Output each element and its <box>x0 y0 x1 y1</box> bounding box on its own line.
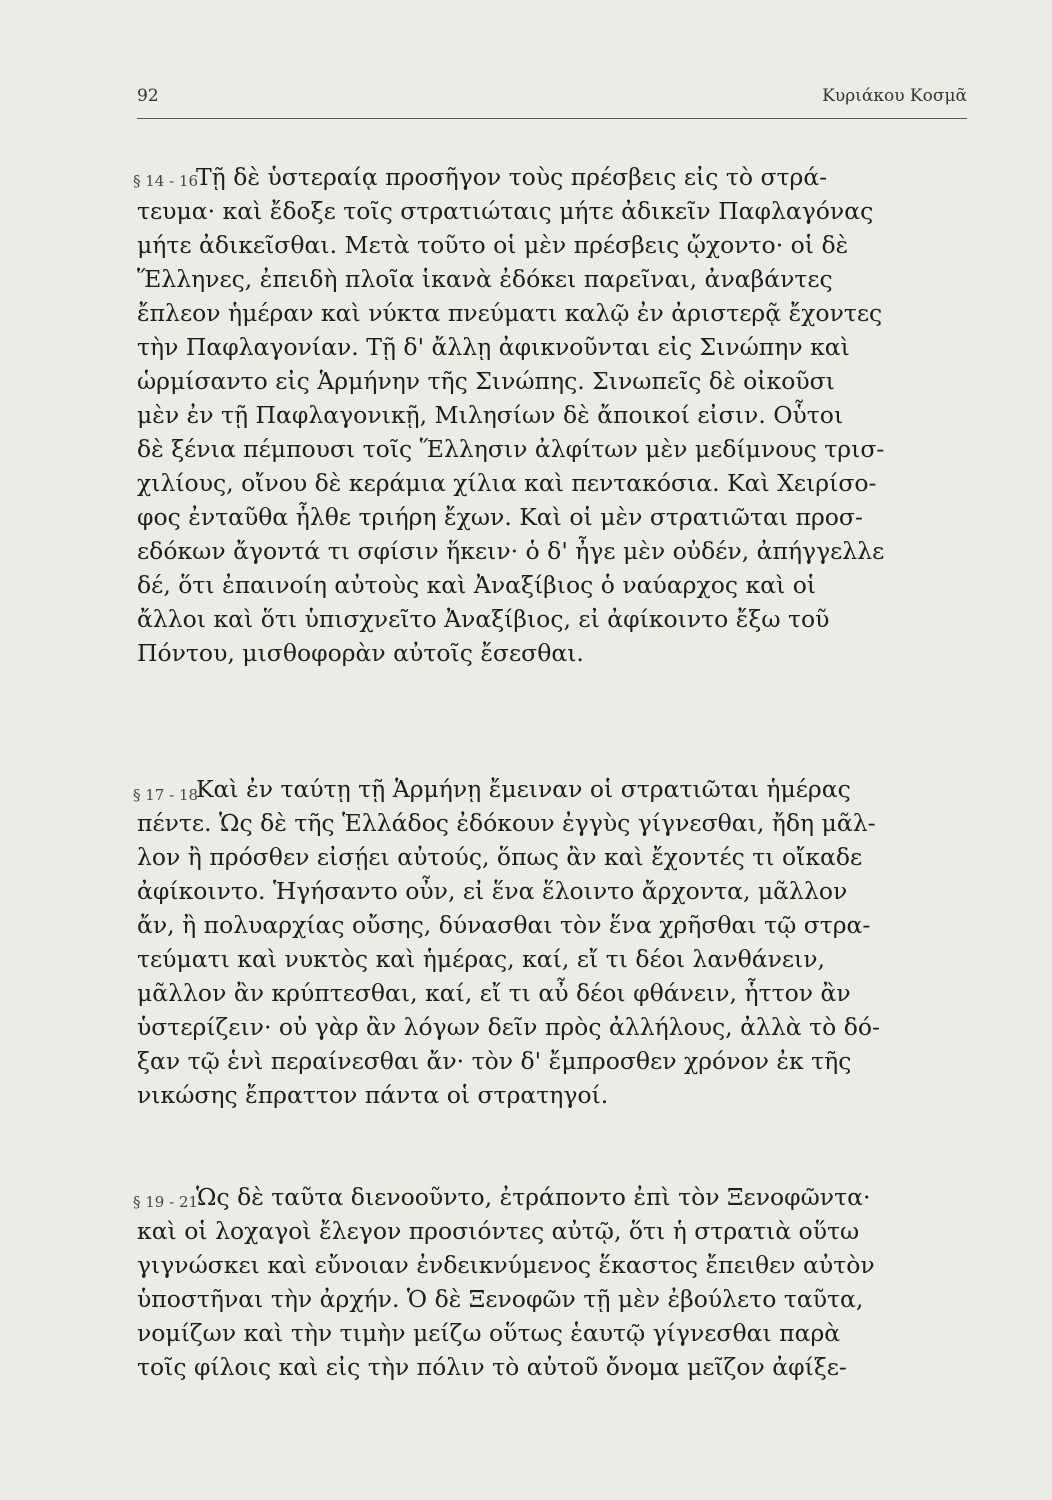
text-line: μήτε ἀδικεῖσθαι. Μετὰ τοῦτο οἱ μὲν πρέσβεις ᾤχοντο· οἱ δὲ <box>137 231 849 259</box>
text-line: καὶ οἱ λοχαγοὶ ἔλεγον προσιόντες αὐτῷ, ὅτι ἡ στρατιὰ οὕτω <box>137 1217 860 1245</box>
section-marker-19-21: § 19 - 21 <box>133 1193 199 1211</box>
running-head: Κυριάκου Κοσμᾶ <box>822 86 967 106</box>
section-marker-17-18: § 17 - 18 <box>133 786 199 804</box>
text-line: δέ, ὅτι ἐπαινοίη αὐτοὺς καὶ Ἀναξίβιος ὁ ναύαρχος καὶ οἱ <box>137 571 817 599</box>
text-line: Ἕλληνες, ἐπειδὴ πλοῖα ἱκανὰ ἐδόκει παρεῖναι, ἀναβάντες <box>137 265 833 293</box>
text-line: ἄλλοι καὶ ὅτι ὑπισχνεῖτο Ἀναξίβιος, εἰ ἀφίκοιντο ἔξω τοῦ <box>137 605 830 633</box>
text-line: μᾶλλον ἂν κρύπτεσθαι, καί, εἴ τι αὖ δέοι φθάνειν, ἧττον ἂν <box>137 979 851 1007</box>
section-marker-14-16: § 14 - 16 <box>133 172 199 190</box>
header-rule <box>137 118 967 119</box>
text-line: Καὶ ἐν ταύτῃ τῇ Ἁρμήνῃ ἔμειναν οἱ στρατιῶται ἡμέρας <box>196 775 851 803</box>
text-line: γιγνώσκει καὶ εὔνοιαν ἐνδεικνύμενος ἕκαστος ἔπειθεν αὐτὸν <box>137 1251 875 1279</box>
text-line: ἀφίκοιντο. Ἡγήσαντο οὖν, εἰ ἕνα ἕλοιντο ἄρχοντα, μᾶλλον <box>137 877 848 905</box>
text-line: ἔπλεον ἡμέραν καὶ νύκτα πνεύματι καλῷ ἐν ἀριστερᾷ ἔχοντες <box>137 299 883 327</box>
text-line: χιλίους, οἴνου δὲ κεράμια χίλια καὶ πεντακόσια. Καὶ Χειρίσο- <box>137 469 877 497</box>
text-line: μὲν ἐν τῇ Παφλαγονικῇ, Μιλησίων δὲ ἄποικοί εἰσιν. Οὗτοι <box>137 401 844 429</box>
text-line: ξαν τῷ ἑνὶ περαίνεσθαι ἄν· τὸν δ' ἔμπροσθεν χρόνον ἐκ τῆς <box>137 1047 852 1075</box>
page-number: 92 <box>137 86 159 106</box>
text-line: εδόκων ἄγοντά τι σφίσιν ἥκειν· ὁ δ' ἦγε μὲν οὐδέν, ἀπήγγελλε <box>137 537 885 565</box>
text-line: ὡρμίσαντο εἰς Ἁρμήνην τῆς Σινώπης. Σινωπεῖς δὲ οἰκοῦσι <box>137 367 835 395</box>
text-line: τεύματι καὶ νυκτὸς καὶ ἡμέρας, καί, εἴ τι δέοι λανθάνειν, <box>137 945 826 973</box>
text-line: ἄν, ἢ πολυαρχίας οὔσης, δύνασθαι τὸν ἕνα χρῆσθαι τῷ στρα- <box>137 911 871 939</box>
text-line: Τῇ δὲ ὑστεραίᾳ προσῆγον τοὺς πρέσβεις εἰς τὸ στρά- <box>196 163 828 191</box>
text-line: τευμα· καὶ ἔδοξε τοῖς στρατιώταις μήτε ἀδικεῖν Παφλαγόνας <box>137 197 874 225</box>
text-line: τοῖς φίλοις καὶ εἰς τὴν πόλιν τὸ αὐτοῦ ὄνομα μεῖζον ἀφίξε- <box>137 1353 847 1381</box>
page-header <box>137 86 967 116</box>
text-line: λον ἢ πρόσθεν εἰσῄει αὐτούς, ὅπως ἂν καὶ ἔχοντές τι οἴκαδε <box>137 843 863 871</box>
text-line: ὑποστῆναι τὴν ἀρχήν. Ὁ δὲ Ξενοφῶν τῇ μὲν ἐβούλετο ταῦτα, <box>137 1285 864 1313</box>
text-line: ὑστερίζειν· οὐ γὰρ ἂν λόγων δεῖν πρὸς ἀλλήλους, ἀλλὰ τὸ δό- <box>137 1013 880 1041</box>
text-line: τὴν Παφλαγονίαν. Τῇ δ' ἄλλῃ ἀφικνοῦνται εἰς Σινώπην καὶ <box>137 333 850 361</box>
text-line: Ὡς δὲ ταῦτα διενοοῦντο, ἐτράποντο ἐπὶ τὸν Ξενοφῶντα· <box>196 1183 871 1211</box>
text-line: νικώσης ἔπραττον πάντα οἱ στρατηγοί. <box>137 1081 609 1109</box>
text-line: φος ἐνταῦθα ἦλθε τριήρη ἔχων. Καὶ οἱ μὲν στρατιῶται προσ- <box>137 503 863 531</box>
text-line: Πόντου, μισθοφορὰν αὐτοῖς ἔσεσθαι. <box>137 639 584 667</box>
text-line: νομίζων καὶ τὴν τιμὴν μείζω οὕτως ἑαυτῷ γίγνεσθαι παρὰ <box>137 1319 841 1347</box>
text-line: πέντε. Ὡς δὲ τῆς Ἑλλάδος ἐδόκουν ἐγγὺς γίγνεσθαι, ἤδη μᾶλ- <box>137 809 876 837</box>
text-line: δὲ ξένια πέμπουσι τοῖς Ἕλλησιν ἀλφίτων μὲν μεδίμνους τρισ- <box>137 435 885 463</box>
